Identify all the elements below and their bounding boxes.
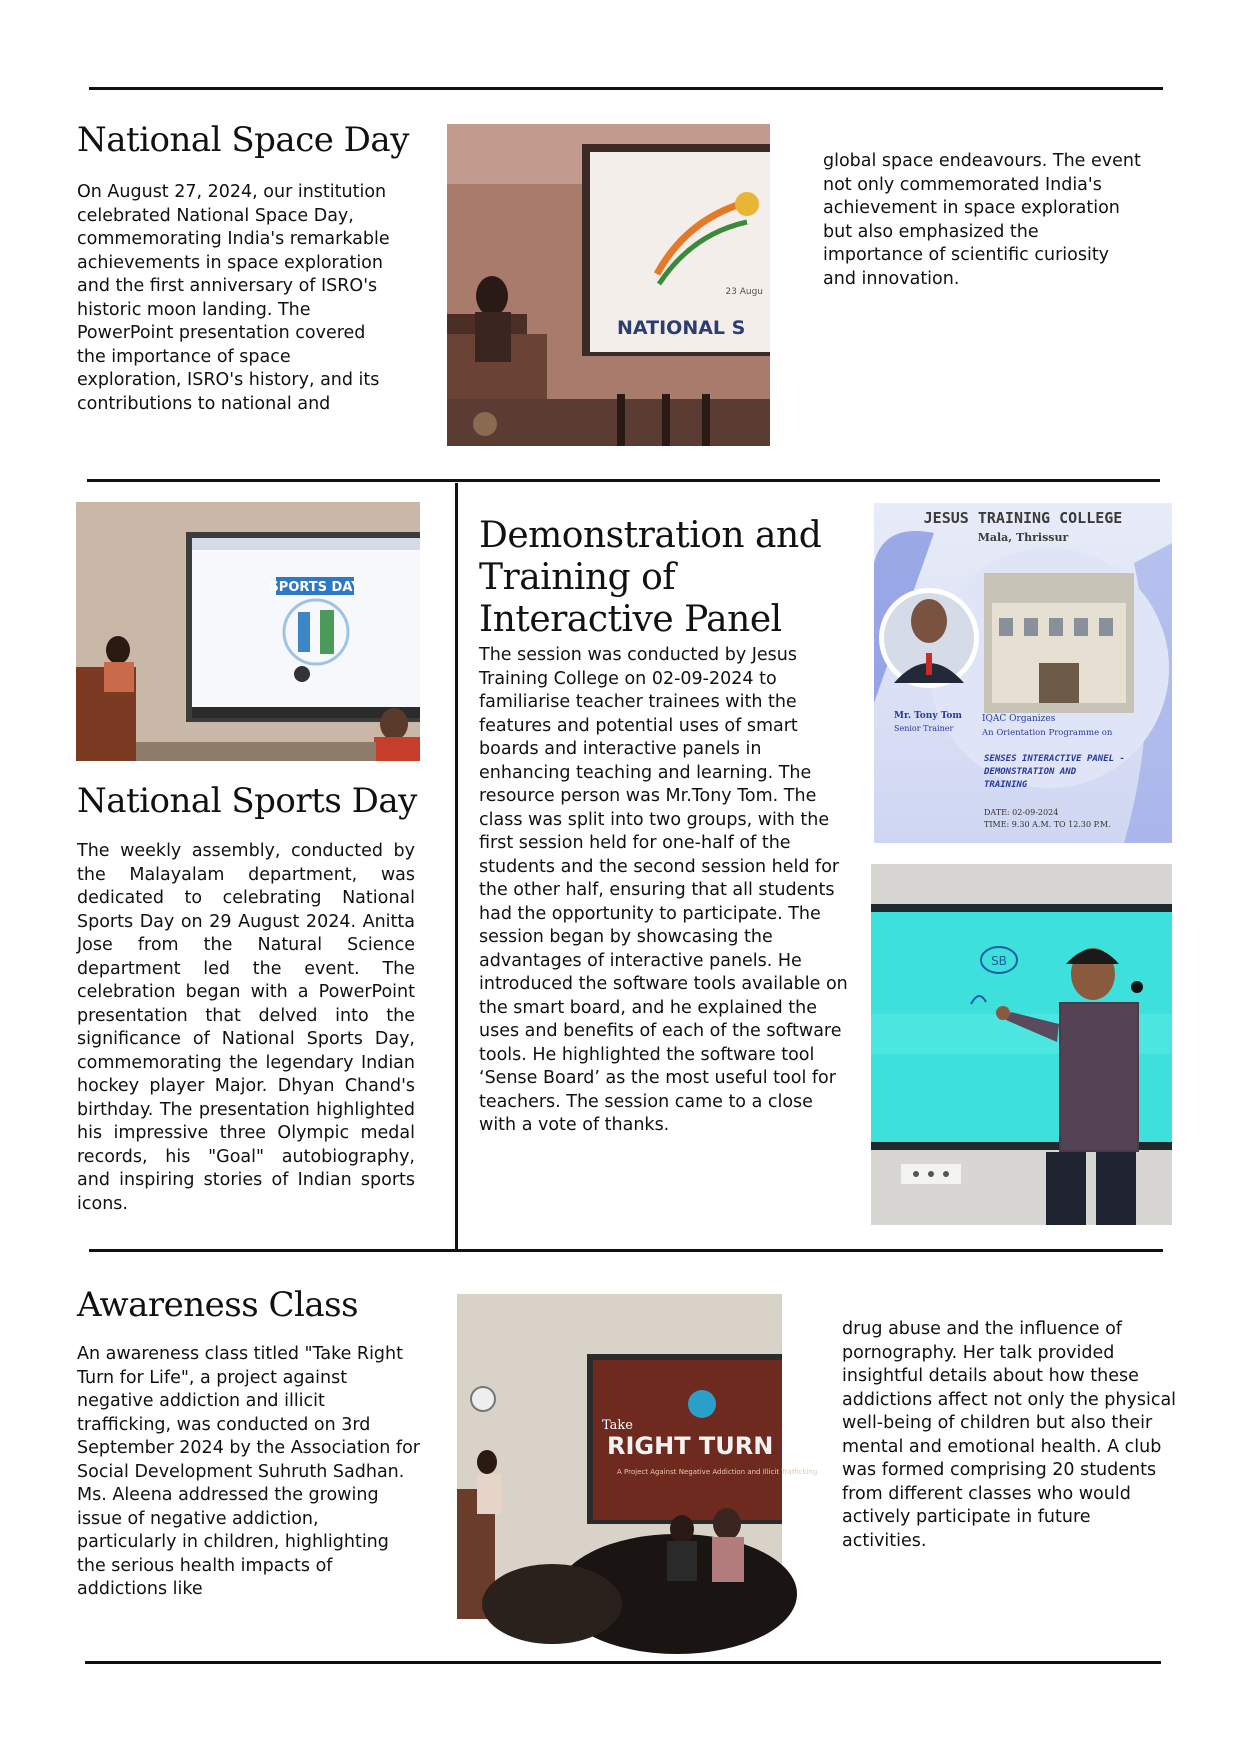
board-handwriting: SB — [991, 954, 1007, 968]
interactive-panel-body: The session was conducted by Jesus Training College on 02-09-2024 to familiarise teacher trainees with the features and potential uses of smart boards and interactive panels in enhancing teaching and learning. The resource person was Mr.Tony Tom. The class was split into two groups, with the first session held for one-half of the students and the second session held for the other half, ensuring that all students had the opportunity to participate. The session began by showcasing the advantages of interactive panels. He introduced the software tools available on the smart board, and he explained the uses and benefits of each of the software tools. He highlighted the software tool ‘Sense Board’ as the most useful tool for teachers. The session came to a close with a vote of thanks. — [479, 645, 848, 1135]
interactive-panel-title: Demonstration and Training of Interactive Panel — [479, 515, 822, 640]
space-slide-date: 23 Augu — [725, 287, 763, 297]
awareness-body-right: drug abuse and the influence of pornography. Her talk provided insightful details about how these addictions affect not only the physical well-being of children but also their mental and emotional health. A club was formed comprising 20 students from different classes who would actively participate in future activities. — [842, 1319, 1177, 1551]
sports-slide-title: SPORTS DAY — [269, 580, 361, 595]
poster-topic-2: DEMONSTRATION AND — [984, 767, 1077, 777]
poster-college: JESUS TRAINING COLLEGE — [923, 509, 1123, 527]
bottom-rule — [85, 1661, 1161, 1664]
awareness-slide-title: RIGHT TURN — [607, 1432, 774, 1460]
poster-programme: An Orientation Programme on — [982, 728, 1113, 738]
sports-day-body: The weekly assembly, conducted by the Malayalam department, was dedicated to celebrating National Sports Day on 29 August 2024. Anitta Jose from the Natural Science department led the event. The celebration began with a PowerPoint presentation that delved into the significance of National Sports Day, commemorating the legendary Indian hockey player Major. Dhyan Chand's birthday. The presentation highlighted his impressive three Olympic medal records, his "Goal" autobiography, and inspiring stories of Indian sports icons. — [77, 841, 415, 1214]
poster-place: Mala, Thrissur — [977, 531, 1069, 544]
training-poster — [874, 503, 1172, 843]
space-day-title: National Space Day — [77, 120, 409, 160]
space-slide-title: NATIONAL S — [617, 317, 746, 339]
sports-day-photo — [76, 502, 420, 761]
space-day-body-left: On August 27, 2024, our institution celebrated National Space Day, commemorating India's remarkable achievements in space exploration and the first anniversary of ISRO's historic moon landing. The PowerPoint presentation covered the importance of space exploration, ISRO's history, and its contributions to national and — [77, 182, 390, 414]
awareness-photo — [457, 1294, 818, 1619]
poster-organizer: IQAC Organizes — [982, 714, 1056, 724]
poster-topic-3: TRAINING — [984, 780, 1028, 790]
section-rule-2 — [89, 1249, 1163, 1252]
poster-speaker-name: Mr. Tony Tom — [894, 711, 962, 721]
awareness-body-left: An awareness class titled "Take Right Turn for Life", a project against negative addiction and illicit trafficking, was conducted on 3rd September 2024 by the Association for Social Development Suhruth Sadhan. Ms. Aleena addressed the growing issue of negative addiction, particularly in children, highlighting the serious health impacts of addictions like — [77, 1344, 420, 1599]
poster-date: DATE: 02-09-2024 — [984, 808, 1059, 817]
section-rule-1 — [87, 479, 1160, 482]
awareness-slide-take: Take — [602, 1418, 633, 1433]
poster-time: TIME: 9.30 A.M. TO 12.30 P.M. — [984, 820, 1111, 829]
awareness-title: Awareness Class — [77, 1285, 359, 1325]
sports-day-title: National Sports Day — [77, 781, 417, 821]
awareness-slide-sub: A Project Against Negative Addiction and Illicit Trafficking — [617, 1468, 818, 1476]
poster-speaker-role: Senior Trainer — [894, 724, 954, 733]
poster-topic-1: SENSES INTERACTIVE PANEL - — [984, 754, 1125, 764]
space-day-photo — [447, 124, 770, 446]
top-rule — [89, 87, 1163, 90]
smart-board-photo — [871, 864, 1172, 1225]
space-day-body-right: global space endeavours. The event not only commemorated India's achievement in space exploration but also emphasized the importance of scientific curiosity and innovation. — [823, 151, 1141, 289]
column-divider — [455, 483, 458, 1250]
